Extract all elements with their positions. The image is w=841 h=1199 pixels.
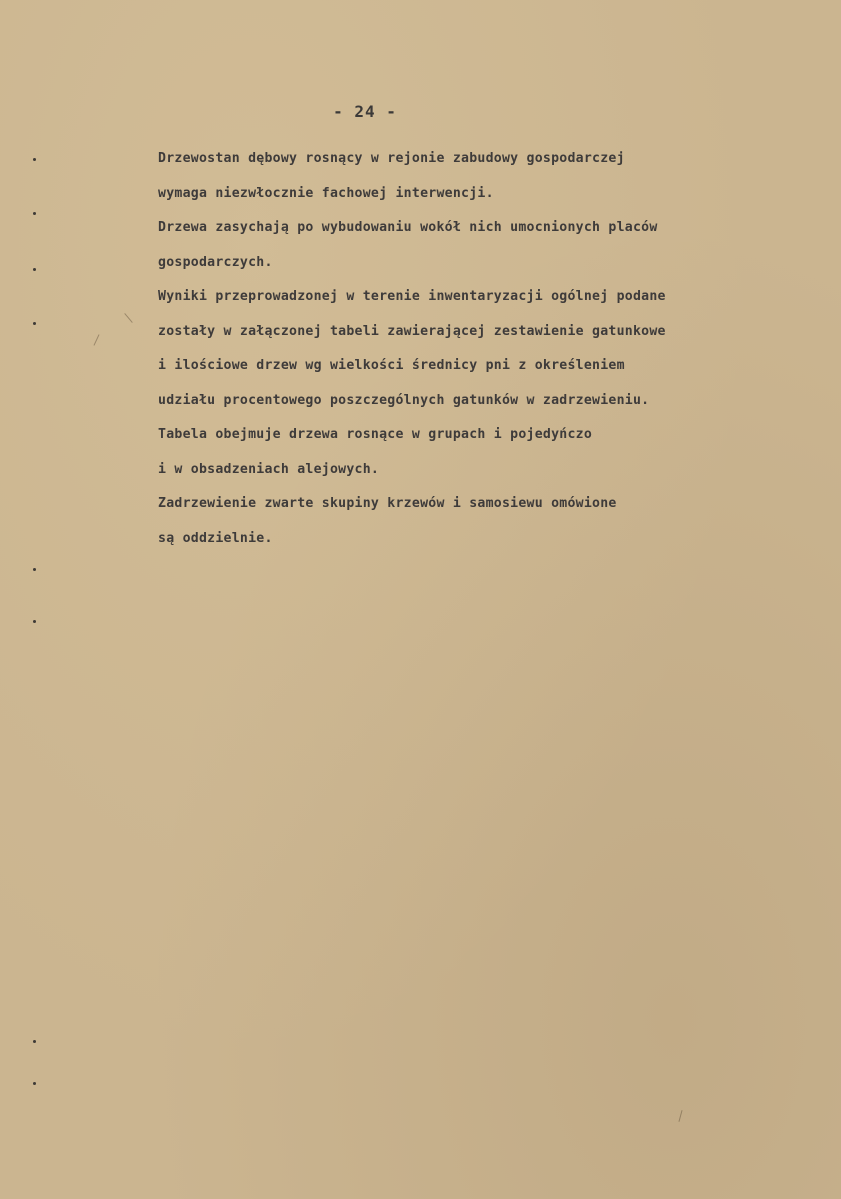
text-line: zostały w załączonej tabeli zawierającej zestawienie gatunkowe — [158, 323, 666, 339]
text-line: Drzewa zasychają po wybudowaniu wokół nich umocnionych placów — [158, 220, 658, 235]
punch-hole-mark — [33, 212, 36, 215]
text-line: i w obsadzeniach alejowych. — [158, 461, 380, 477]
punch-hole-mark — [33, 620, 36, 623]
text-line: udziału procentowego poszczególnych gatunków w zadrzewieniu. — [158, 392, 650, 408]
punch-hole-mark — [33, 322, 36, 325]
page-number: - 24 - — [333, 102, 397, 121]
text-line: Tabela obejmuje drzewa rosnące w grupach i pojedyńczo — [158, 427, 593, 442]
text-line: są oddzielnie. — [158, 530, 273, 546]
punch-hole-mark — [33, 1082, 36, 1085]
text-line: wymaga niezwłocznie fachowej interwencji. — [158, 185, 494, 201]
punch-hole-mark — [33, 268, 36, 271]
text-line: gospodarczych. — [158, 254, 273, 270]
text-line: Drzewostan dębowy rosnący w rejonie zabudowy gospodarczej — [158, 151, 625, 166]
text-line: Zadrzewienie zwarte skupiny krzewów i samosiewu omówione — [158, 496, 617, 511]
paper-fiber-mark — [94, 334, 100, 345]
text-line: i ilościowe drzew wg wielkości średnicy pni z określeniem — [158, 358, 625, 373]
paper-fiber-mark — [124, 313, 132, 323]
punch-hole-mark — [33, 568, 36, 571]
paper-fiber-mark — [678, 1110, 682, 1122]
punch-hole-mark — [33, 1040, 36, 1043]
punch-hole-mark — [33, 158, 36, 161]
body-text — [158, 142, 818, 556]
text-line: Wyniki przeprowadzonej w terenie inwentaryzacji ogólnej podane — [158, 289, 666, 304]
